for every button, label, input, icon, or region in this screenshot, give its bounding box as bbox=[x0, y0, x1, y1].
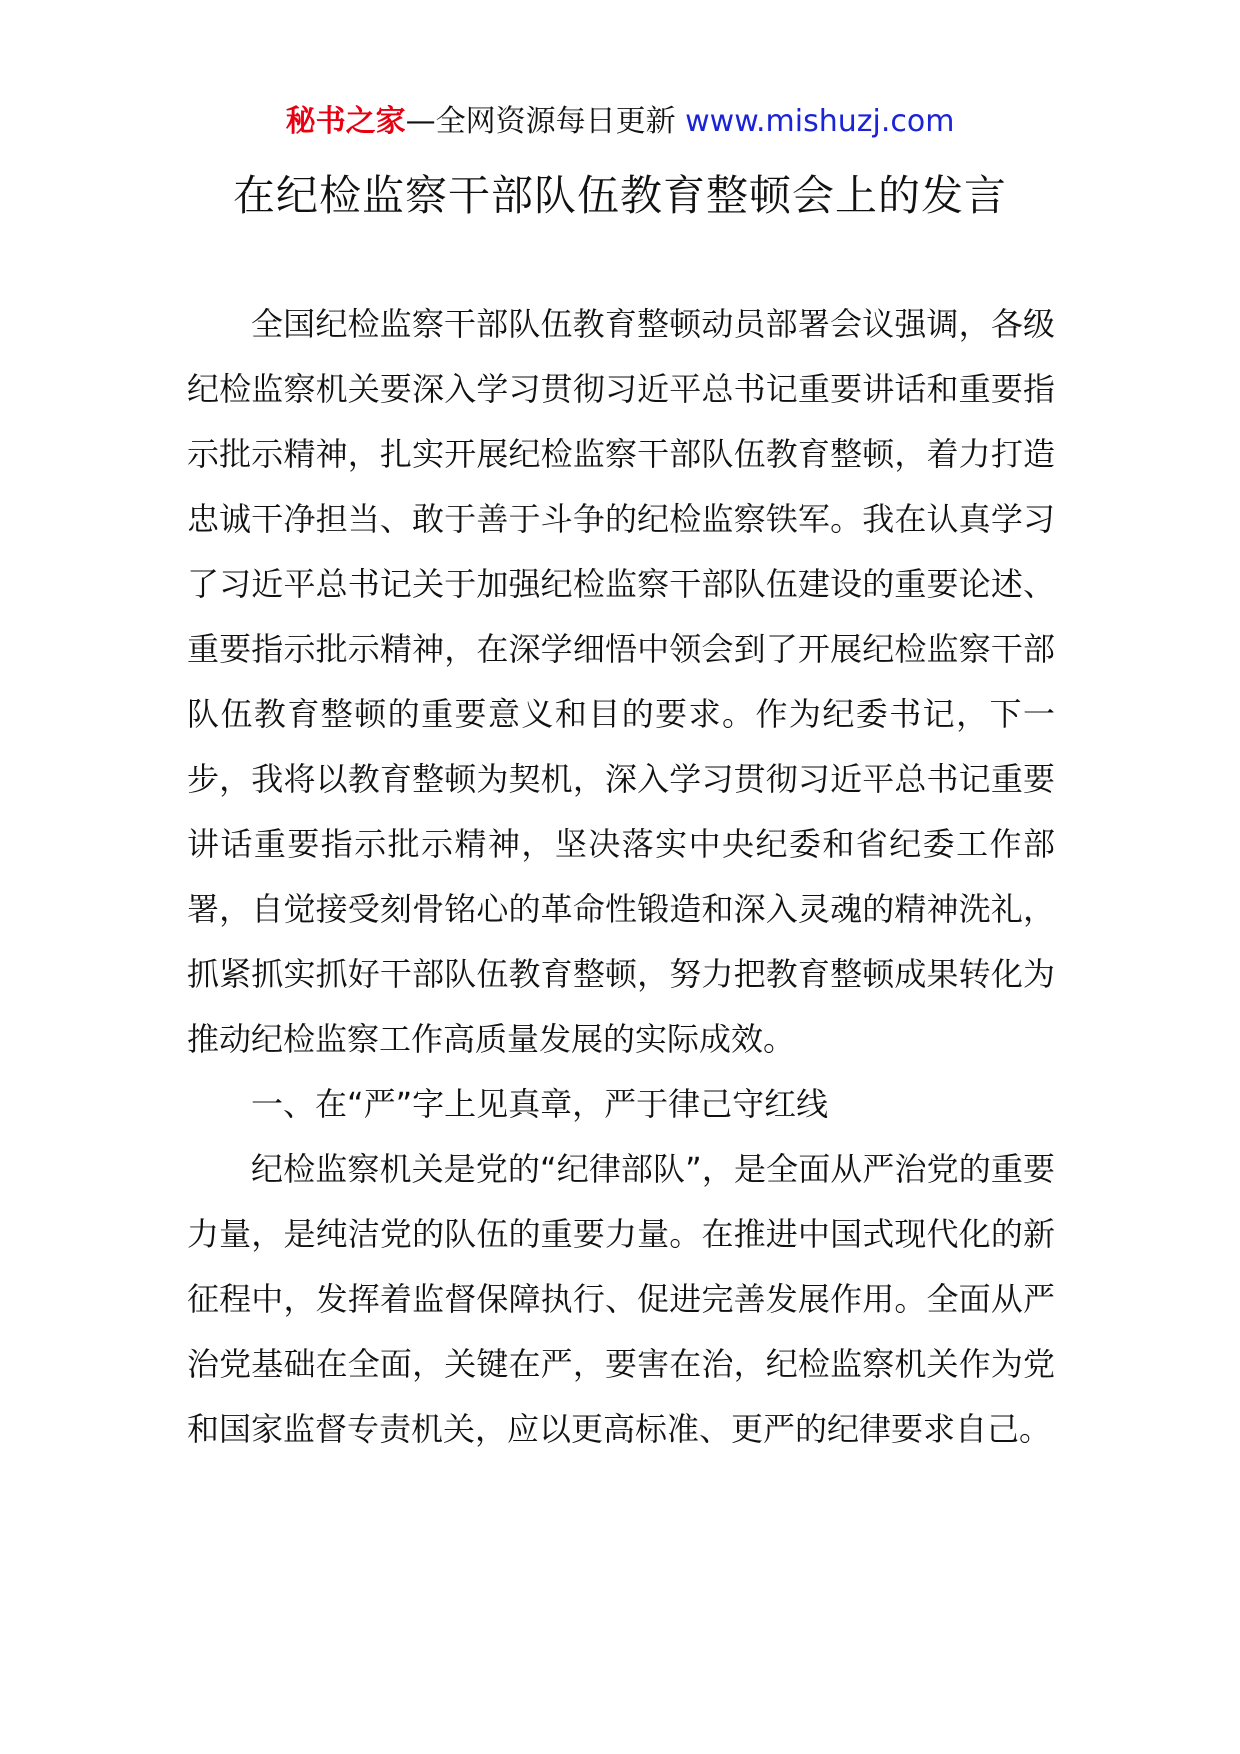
document-body bbox=[187, 292, 1055, 1462]
site-header bbox=[0, 100, 1240, 144]
section-heading-1: 一、在“严”字上见真章，严于律己守红线 bbox=[251, 1085, 829, 1123]
site-slogan: —全网资源每日更新 bbox=[405, 104, 676, 139]
document-title: 在纪检监察干部队伍教育整顿会上的发言 bbox=[232, 171, 1007, 220]
site-url-link[interactable]: www.mishuzj.com bbox=[685, 104, 955, 139]
paragraph-intro: 全国纪检监察干部队伍教育整顿动员部署会议强调，各级纪检监察机关要深入学习贯彻习近平总书记重要讲话和重要指示批示精神，扎实开展纪检监察干部队伍教育整顿，着力打造忠诚干净担当、敢于善于斗争的纪检监察铁军。我在认真学习了习近平总书记关于加强纪检监察干部队伍建设的重要论述、重要指示批示精神，在深学细悟中领会到了开展纪检监察干部队伍教育整顿的重要意义和目的要求。作为纪委书记，下一步，我将以教育整顿为契机，深入学习贯彻习近平总书记重要讲话重要指示批示精神，坚决落实中央纪委和省纪委工作部署，自觉接受刻骨铭心的革命性锻造和深入灵魂的精神洗礼，抓紧抓实抓好干部队伍教育整顿，努力把教育整顿成果转化为推动纪检监察工作高质量发展的实际成效。 bbox=[187, 305, 1055, 1058]
paragraph-section-1: 纪检监察机关是党的“纪律部队”，是全面从严治党的重要力量，是纯洁党的队伍的重要力量。在推进中国式现代化的新征程中，发挥着监督保障执行、促进完善发展作用。全面从严治党基础在全面，关键在严，要害在治，纪检监察机关作为党和国家监督专责机关，应以更高标准、更严的纪律要求自己。 bbox=[187, 1150, 1055, 1448]
site-brand: 秘书之家 bbox=[285, 104, 406, 139]
